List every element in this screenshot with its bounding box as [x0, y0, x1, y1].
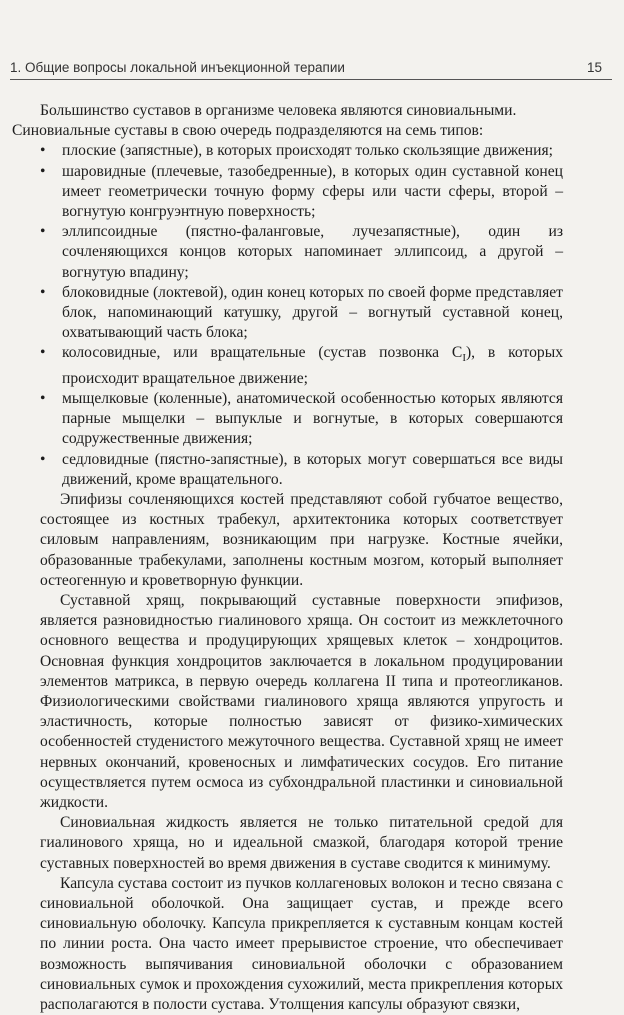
list-item — [40, 222, 563, 283]
bullet-icon: • — [40, 344, 46, 362]
list-item — [40, 450, 563, 490]
vertebra-subscript: I — [462, 352, 466, 365]
list-item — [40, 283, 563, 344]
list-item-text: шаровидные (плечевые, тазобедренные), в которых один суставной конец имеет геометрически точную форму сферы или части сферы, второй – вогнутую конгруэнтную поверхность; — [62, 162, 563, 221]
intro-line-1: Большинство суставов в организме человека являются синовиальными. — [40, 102, 517, 119]
page-number: 15 — [586, 60, 602, 75]
list-item-text: плоские (запястные), в которых происходят только скользящие движения; — [62, 142, 554, 160]
list-item — [40, 343, 563, 389]
bullet-icon: • — [40, 389, 46, 407]
paragraph-capsule: Капсула сустава состоит из пучков коллагеновых волокон и тесно связана с синовиальной оболочкой. Она защищает сустав, и прежде всего синовиальную оболочку. Капсула прикрепляется к суставным концам костей по линии роста. Она часто имеет прерывистое строение, что обеспечивает возможность выпячивания синовиальной оболочки с образованием синовиальных сумок и прохождения сухожилий, места прикрепления которых располагаются в полости сустава. Утолщения капсулы образуют связки, — [40, 874, 563, 1014]
running-header — [10, 60, 612, 82]
list-item-text: блоковидные (локтевой), один конец которых по своей форме представляет блок, напоминающий катушку, другой – вогнутый суставной конец, охватывающий часть блока; — [62, 283, 563, 342]
bullet-icon: • — [40, 223, 46, 241]
list-item-text: седловидные (пястно-запястные), в которых могут совершаться все виды движений, кроме вращательного. — [62, 450, 563, 488]
bullet-icon: • — [40, 142, 46, 160]
rotational-text-after: ), в которых происходит вращательное движение; — [62, 344, 563, 387]
paragraph-cartilage: Суставной хрящ, покрывающий суставные поверхности эпифизов, является разновидностью гиалинового хряща. Он состоит из межклеточного основного вещества и продуцирующих хрящевых клеток – хондроцитов. Основная функция хондроцитов заключается в локальном продуцировании элементов матрикса, в первую очередь коллагена II типа и протеогликанов. Физиологическими свойствами гиалинового хряща являются упругость и эластичность, которые полностью зависят от физико-химических особенностей студенистого межуточного вещества. Суставной хрящ не имеет нервных окончаний, кровеносных и лимфатических сосудов. Его питание осуществляется путем осмоса из субхондральной пластинки и синовиальной жидкости. — [40, 591, 563, 812]
list-item — [40, 389, 563, 450]
bullet-icon: • — [40, 283, 46, 301]
rotational-text-before: колосовидные, или вращательные (сустав позвонка С — [62, 344, 463, 362]
paragraph-synovial-fluid: Синовиальная жидкость является не только питательной средой для гиалинового хряща, но и идеальной смазкой, благодаря которой трение суставных поверхностей во время движения в суставе сводится к минимуму. — [40, 814, 563, 872]
list-item-text: мыщелковые (коленные), анатомической особенностью которых являются парные мыщелки – выпуклые и вогнутые, в которых совершаются содружественные движения; — [62, 389, 563, 448]
bullet-icon: • — [40, 162, 46, 180]
list-item — [40, 162, 563, 223]
intro-line-2: Синовиальные суставы в свою очередь подразделяются на семь типов: — [12, 122, 484, 140]
bullet-icon: • — [40, 450, 46, 468]
chapter-title: 1. Общие вопросы локальной инъекционной терапии — [10, 60, 345, 75]
joint-types-list — [40, 141, 563, 490]
header-rule — [10, 79, 612, 80]
intro-paragraph — [12, 101, 563, 141]
list-item-text: эллипсоидные (пястно-фаланговые, лучезапястные), один из сочленяющихся концов которых напоминает эллипсоид, а другой – вогнутую впадину; — [62, 223, 563, 281]
body-text — [12, 101, 563, 1015]
list-item — [40, 141, 563, 161]
paragraph-epiphyses: Эпифизы сочленяющихся костей представляют собой губчатое вещество, состоящее из костных трабекул, архитектоника которых соответствует силовым направлениям, возникающим при нагрузке. Костные ячейки, образованные трабекулами, заполнены костным мозгом, который выполняет остеогенную и кроветворную функции. — [40, 490, 563, 589]
